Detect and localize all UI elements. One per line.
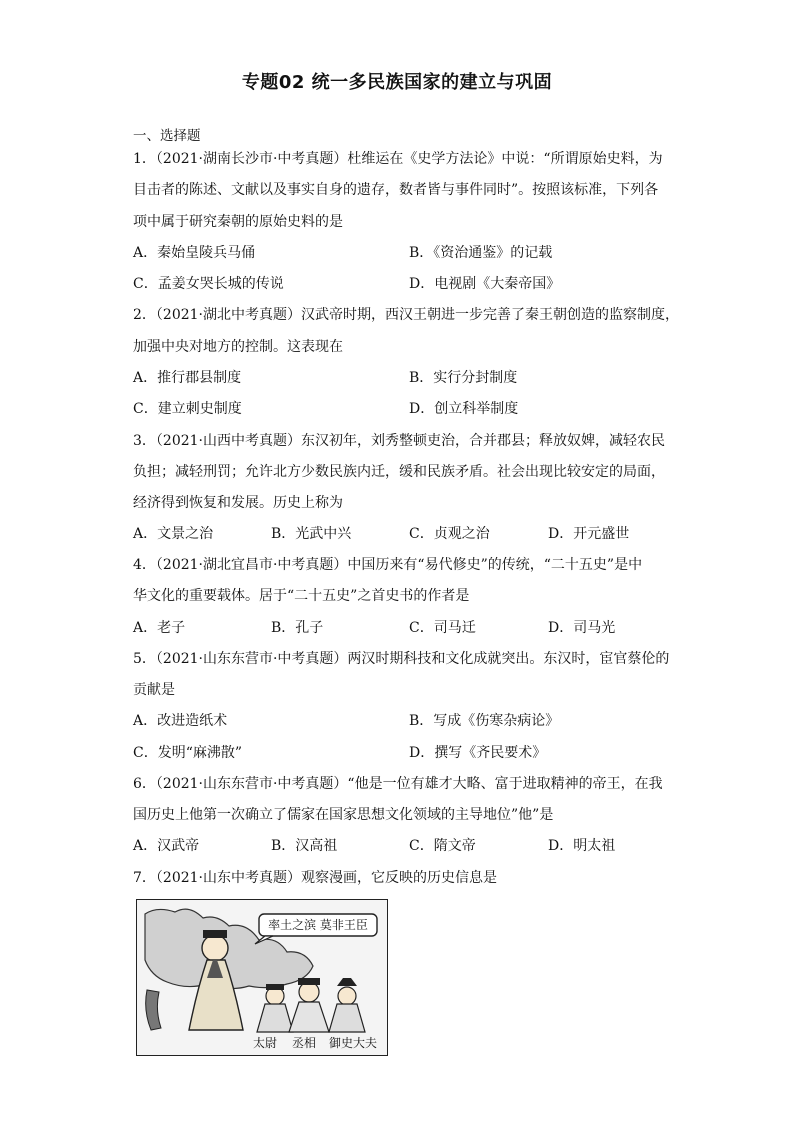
question-4-line-1: 4．（2021·湖北宜昌市·中考真题）中国历来有“易代修史”的传统，“二十五史”是中 bbox=[133, 557, 643, 573]
cartoon-label-taiwei: 太尉 bbox=[253, 1036, 278, 1050]
question-5-line-1: 5．（2021·山东东营市·中考真题）两汉时期科技和文化成就突出。东汉时，宦官蔡伦的 bbox=[133, 651, 670, 667]
question-1-line-3: 项中属于研究秦朝的原始史料的是 bbox=[133, 214, 343, 230]
question-4-option-d: D．司马光 bbox=[548, 620, 616, 636]
question-4-option-a: A．老子 bbox=[133, 620, 186, 636]
question-4-line-2: 华文化的重要载体。居于“二十五史”之首史书的作者是 bbox=[133, 588, 470, 604]
section-heading: 一、选择题 bbox=[133, 128, 201, 144]
question-3-line-1: 3．（2021·山西中考真题）东汉初年，刘秀整顿吏治，合并郡县；释放奴婢，减轻农民 bbox=[133, 433, 665, 449]
cartoon-label-chengxiang: 丞相 bbox=[292, 1036, 317, 1050]
question-5-option-a: A．改进造纸术 bbox=[133, 713, 228, 729]
question-2-line-1: 2．（2021·湖北中考真题）汉武帝时期，西汉王朝进一步完善了秦王朝创造的监察制度， bbox=[133, 307, 679, 323]
question-3-line-3: 经济得到恢复和发展。历史上称为 bbox=[133, 495, 343, 511]
question-7-line-1: 7．（2021·山东中考真题）观察漫画，它反映的历史信息是 bbox=[133, 870, 497, 886]
question-6-option-a: A．汉武帝 bbox=[133, 838, 200, 854]
question-6-line-2: 国历史上他第一次确立了儒家在国家思想文化领域的主导地位”他”是 bbox=[133, 807, 554, 823]
cartoon-label-yushidaifu: 御史大夫 bbox=[329, 1036, 378, 1050]
question-6-option-b: B．汉高祖 bbox=[271, 838, 338, 854]
question-2-option-b: B．实行分封制度 bbox=[409, 370, 518, 386]
question-6-option-c: C．隋文帝 bbox=[409, 838, 476, 854]
question-6-option-d: D．明太祖 bbox=[548, 838, 616, 854]
question-1-line-1: 1．（2021·湖南长沙市·中考真题）杜维运在《史学方法论》中说：“所谓原始史料，为 bbox=[133, 151, 663, 167]
question-1-option-a: A．秦始皇陵兵马俑 bbox=[133, 245, 256, 261]
page-title: 专题02 统一多民族国家的建立与巩固 bbox=[241, 72, 553, 93]
question-1-option-b: B．《资治通鉴》的记载 bbox=[409, 245, 553, 261]
question-3-option-a: A．文景之治 bbox=[133, 526, 214, 542]
question-4-option-b: B．孔子 bbox=[271, 620, 324, 636]
question-2-line-2: 加强中央对地方的控制。这表现在 bbox=[133, 339, 343, 355]
question-4-option-c: C．司马迁 bbox=[409, 620, 476, 636]
question-2-option-a: A．推行郡县制度 bbox=[133, 370, 242, 386]
question-3-line-2: 负担；减轻刑罚；允许北方少数民族内迁，缓和民族矛盾。社会出现比较安定的局面， bbox=[133, 464, 665, 480]
cartoon-speech-bubble-text: 率土之滨 莫非王臣 bbox=[268, 918, 368, 932]
question-5-option-d: D．撰写《齐民要术》 bbox=[409, 745, 547, 761]
question-2-option-d: D．创立科举制度 bbox=[409, 401, 519, 417]
cartoon-illustration bbox=[136, 899, 388, 1056]
question-1-line-2: 目击者的陈述、文献以及事实自身的遗存，数者皆与事件同时”。按照该标准，下列各 bbox=[133, 182, 659, 198]
question-5-option-b: B．写成《伤寒杂病论》 bbox=[409, 713, 560, 729]
question-6-line-1: 6．（2021·山东东营市·中考真题）“他是一位有雄才大略、富于进取精神的帝王，在我 bbox=[133, 776, 663, 792]
question-3-option-d: D．开元盛世 bbox=[548, 526, 630, 542]
question-5-line-2: 贡献是 bbox=[133, 682, 175, 698]
question-1-option-d: D．电视剧《大秦帝国》 bbox=[409, 276, 561, 292]
question-2-option-c: C．建立刺史制度 bbox=[133, 401, 242, 417]
question-1-option-c: C．孟姜女哭长城的传说 bbox=[133, 276, 284, 292]
question-3-option-b: B．光武中兴 bbox=[271, 526, 352, 542]
question-3-option-c: C．贞观之治 bbox=[409, 526, 490, 542]
question-5-option-c: C．发明“麻沸散” bbox=[133, 745, 243, 761]
